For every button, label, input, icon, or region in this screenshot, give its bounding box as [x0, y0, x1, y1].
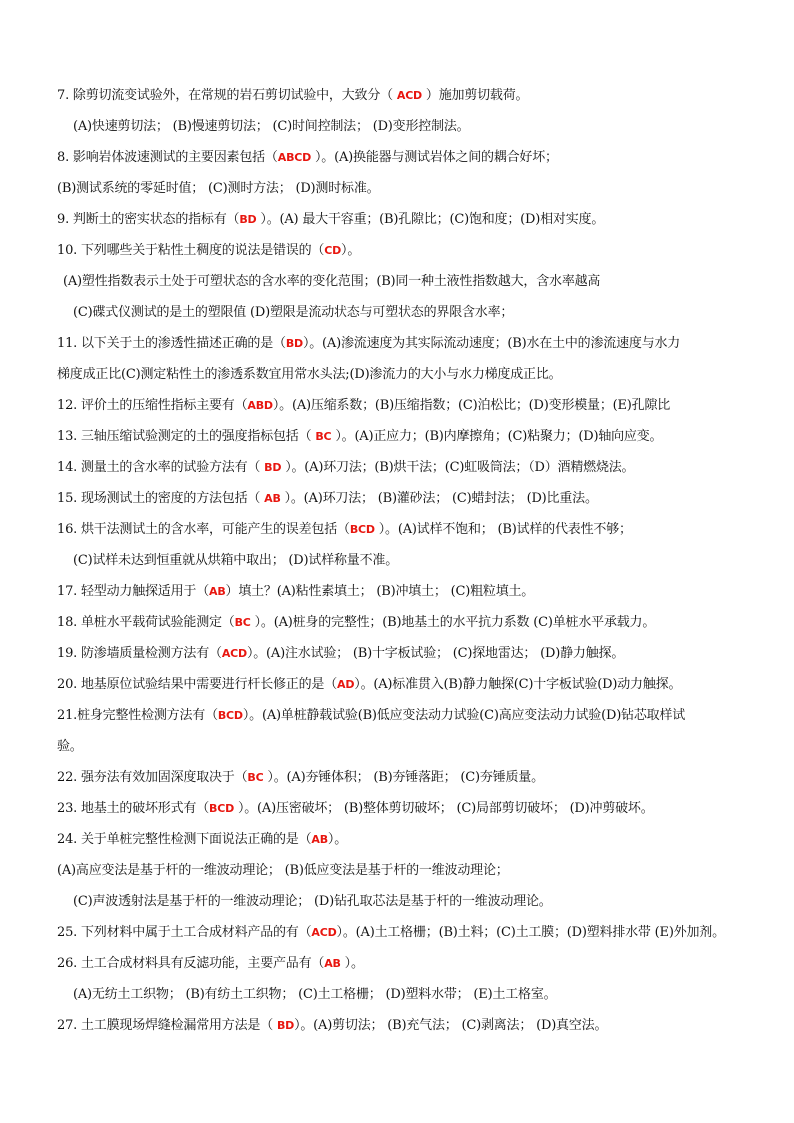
text-line	[57, 917, 764, 948]
question-text-cont: ）。(A)环刀法；(B)烘干法；(C)虹吸筒法；（D）酒精燃烧法。	[281, 460, 635, 475]
question-text: 7. 除剪切流变试验外，在常规的岩石剪切试验中，大致分（	[57, 88, 397, 103]
question-text: (C)试样未达到恒重就从烘箱中取出； (D)试样称量不准。	[73, 553, 398, 568]
question-text-cont: ）。(A)桩身的完整性；(B)地基土的水平抗力系数 (C)单桩水平承载力。	[250, 615, 656, 630]
text-line	[57, 328, 764, 359]
answer-key: AB	[311, 833, 328, 846]
text-line	[57, 576, 764, 607]
text-line	[57, 80, 764, 111]
question-text: 验。	[57, 739, 83, 754]
answer-key: BC	[315, 430, 332, 443]
question-text: 14. 测量土的含水率的试验方法有（	[57, 460, 265, 475]
text-line	[57, 669, 764, 700]
question-text: 12. 评价土的压缩性指标主要有（	[57, 398, 248, 413]
question-text: 9. 判断土的密实状态的指标有（	[57, 212, 240, 227]
answer-key: BCD	[209, 802, 235, 815]
text-line	[57, 793, 764, 824]
text-line	[57, 855, 764, 886]
question-text-cont: ）。(A)单桩静载试验(B)低应变法动力试验(C)高应变法动力试验(D)钻芯取样试	[242, 708, 686, 723]
text-line	[57, 607, 764, 638]
text-line	[57, 638, 764, 669]
answer-key: BCD	[349, 523, 375, 536]
question-text-cont: ）。(A)正应力；(B)内摩擦角；(C)粘聚力；(D)轴向应变。	[331, 429, 663, 444]
question-text: 27. 土工膜现场焊缝检漏常用方法是（	[57, 1018, 277, 1033]
question-text-cont: ）。(A)剪切法； (B)充气法； (C)剥离法； (D)真空法。	[294, 1018, 608, 1033]
text-line	[57, 545, 764, 576]
text-line	[57, 731, 764, 762]
answer-key: AB	[264, 492, 281, 505]
text-line	[57, 762, 764, 793]
question-text-cont: ）。(A)换能器与测试岩体之间的耦合好坏；	[311, 150, 558, 165]
question-text-cont: ）。(A) 最大干容重；(B)孔隙比；(C)饱和度；(D)相对实度。	[256, 212, 605, 227]
text-line	[57, 235, 764, 266]
text-line	[57, 266, 764, 297]
question-text: 24. 关于单桩完整性检测下面说法正确的是（	[57, 832, 312, 847]
question-text-cont: ）。(A)夯锤体积； (B)夯锤落距； (C)夯锤质量。	[263, 770, 544, 785]
question-text-cont: ）。(A)渗流速度为其实际流动速度；(B)水在土中的渗流速度与水力	[302, 336, 681, 351]
question-text: 20. 地基原位试验结果中需要进行杆长修正的是（	[57, 677, 338, 692]
question-text-cont: ）。	[340, 956, 364, 971]
text-line	[57, 421, 764, 452]
question-text-cont: ）。(A)注水试验； (B)十字板试验； (C)探地雷达； (D)静力触探。	[246, 646, 625, 661]
answer-key: AB	[209, 585, 226, 598]
question-text: 25. 下列材料中属于土工合成材料产品的有（	[57, 925, 312, 940]
question-text-cont: ）。	[327, 832, 348, 847]
question-text-cont: ）施加剪切载荷。	[422, 88, 529, 103]
text-line	[57, 390, 764, 421]
question-text: 19. 防渗墙质量检测方法有（	[57, 646, 222, 661]
question-text: 10. 下列哪些关于粘性土稠度的说法是错误的（	[57, 243, 325, 258]
text-line	[57, 204, 764, 235]
question-text: 17. 轻型动力触探适用于（	[57, 584, 210, 599]
question-text: (C)碟式仪测试的是土的塑限值 (D)塑限是流动状态与可塑状态的界限含水率；	[73, 305, 514, 320]
answer-key: BC	[247, 771, 264, 784]
question-text: (A)塑性指数表示土处于可塑状态的含水率的变化范围；(B)同一种土液性指数越大，含水率越高	[63, 274, 601, 289]
answer-key: BC	[234, 616, 251, 629]
text-line	[57, 979, 764, 1010]
question-text: 梯度成正比(C)测定粘性土的渗透系数宜用常水头法;(D)渗流力的大小与水力梯度成正比。	[57, 367, 562, 382]
question-text: 23. 地基土的破坏形式有（	[57, 801, 210, 816]
text-line	[57, 700, 764, 731]
question-text-cont: ）。(A)环刀法； (B)灌砂法； (C)蜡封法； (D)比重法。	[280, 491, 598, 506]
answer-key: ACD	[396, 89, 422, 102]
answer-key: AD	[337, 678, 355, 691]
text-line	[57, 483, 764, 514]
question-text: (C)声波透射法是基于杆的一维波动理论； (D)钻孔取芯法是基于杆的一维波动理论。	[73, 894, 552, 909]
question-text-cont: ）。(A)土工格栅；(B)土料；(C)土工膜；(D)塑料排水带 (E)外加剂。	[336, 925, 725, 940]
question-text: (A)高应变法是基于杆的一维波动理论； (B)低应变法是基于杆的一维波动理论；	[57, 863, 509, 878]
text-line	[57, 173, 764, 204]
answer-key: ACD	[311, 926, 337, 939]
question-text-cont: ）。(A)压密破坏； (B)整体剪切破坏； (C)局部剪切破坏； (D)冲剪破坏。	[234, 801, 654, 816]
question-text-cont: ）。(A)试样不饱和； (B)试样的代表性不够；	[374, 522, 632, 537]
question-text: (B)测试系统的零延时值； (C)测时方法； (D)测时标准。	[57, 181, 380, 196]
question-text: 8. 影响岩体波速测试的主要因素包括（	[57, 150, 278, 165]
question-text: 13. 三轴压缩试验测定的土的强度指标包括（	[57, 429, 316, 444]
question-text: 21.桩身完整性检测方法有（	[57, 708, 218, 723]
text-line	[57, 111, 764, 142]
answer-key: BCD	[217, 709, 243, 722]
question-text: 22. 强夯法有效加固深度取决于（	[57, 770, 248, 785]
text-line	[57, 1010, 764, 1041]
text-line	[57, 824, 764, 855]
question-text-cont: ）。(A)压缩系数；(B)压缩指数；(C)泊松比；(D)变形模量；(E)孔隙比	[272, 398, 671, 413]
answer-key: BD	[264, 461, 282, 474]
question-text-cont: ）填土？(A)粘性素填土； (B)冲填土； (C)粗粒填土。	[225, 584, 535, 599]
answer-key: CD	[324, 244, 342, 257]
text-line	[57, 142, 764, 173]
text-line	[57, 948, 764, 979]
text-line	[57, 359, 764, 390]
text-line	[57, 297, 764, 328]
answer-key: ACD	[221, 647, 247, 660]
answer-key: BD	[285, 337, 303, 350]
text-line	[57, 886, 764, 917]
question-text: 26. 土工合成材料具有反滤功能，主要产品有（	[57, 956, 325, 971]
answer-key: AB	[324, 957, 341, 970]
question-text: 18. 单桩水平载荷试验能测定（	[57, 615, 235, 630]
question-text: (A)无纺土工织物； (B)有纺土工织物； (C)土工格栅； (D)塑料水带； (E)土工格室。	[73, 987, 557, 1002]
answer-key: ABD	[247, 399, 273, 412]
answer-key: BD	[276, 1019, 295, 1032]
question-text-cont: ）。	[341, 243, 361, 258]
question-text: 16. 烘干法测试土的含水率，可能产生的误差包括（	[57, 522, 350, 537]
text-line	[57, 514, 764, 545]
answer-key: ABCD	[277, 151, 312, 164]
question-text: 15. 现场测试土的密度的方法包括（	[57, 491, 265, 506]
question-text: (A)快速剪切法； (B)慢速剪切法； (C)时间控制法； (D)变形控制法。	[73, 119, 470, 134]
question-text-cont: ）。(A)标准贯入(B)静力触探(C)十字板试验(D)动力触探。	[354, 677, 682, 692]
answer-key: BD	[239, 213, 257, 226]
text-line	[57, 452, 764, 483]
question-text: 11. 以下关于土的渗透性描述正确的是（	[57, 336, 286, 351]
